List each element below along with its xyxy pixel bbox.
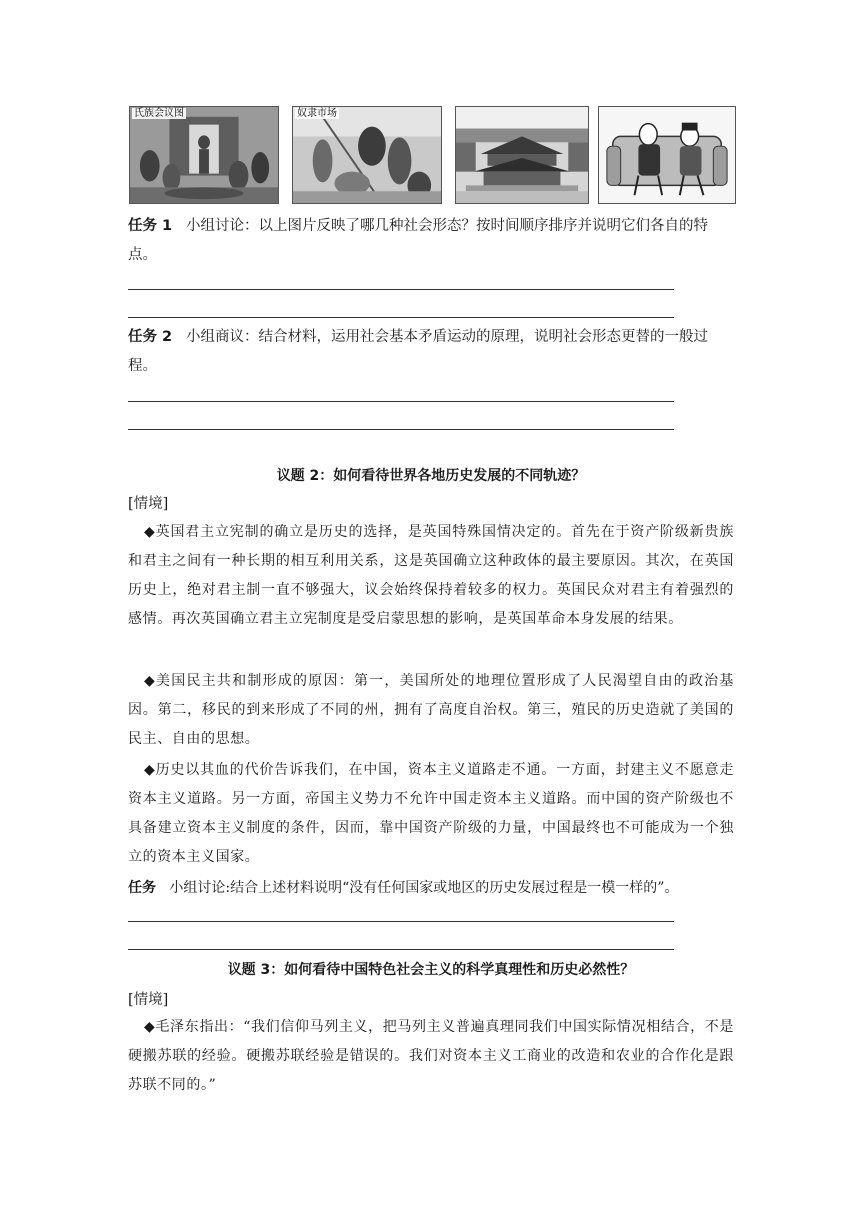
task-1-label: 任务 1 (128, 218, 173, 234)
answer-line (128, 921, 674, 922)
forbidden-city-photo-icon (456, 107, 588, 203)
topic-2-heading: 议题 2：如何看待世界各地历史发展的不同轨迹？ (276, 468, 586, 484)
picture-capitalist-cartoon (598, 106, 736, 204)
slave-market-engraving-icon (293, 107, 441, 203)
task-1-text: 小组讨论：以上图片反映了哪几种社会形态？按时间顺序排序并说明它们各自的特点。 (128, 218, 708, 263)
picture-caption: 氏族会议图 (134, 108, 184, 119)
task-2-label: 任务 2 (128, 329, 173, 345)
topic-2-task-label: 任务 (128, 880, 156, 896)
topic-2-task (128, 874, 734, 903)
answer-line (128, 429, 674, 430)
topic-3-heading: 议题 3：如何看待中国特色社会主义的科学真理性和历史必然性？ (227, 962, 635, 978)
context-paragraph: ◆美国民主共和制形成的原因：第一，美国所处的地理位置形成了人民渴望自由的政治基因。第二，移民的到来形成了不同的州，拥有了高度自治权。第三，殖民的历史造就了美国的民主、自由的思想。 (128, 673, 734, 747)
task-1 (128, 212, 734, 270)
context-paragraph: ◆英国君主立宪制的确立是历史的选择，是英国特殊国情决定的。首先在于资产阶级新贵族和君主之间有一种长期的相互利用关系，这是英国确立这种政体的最主要原因。其次，在英国历史上，绝对君主制一直不够强大，议会始终保持着较多的权力。英国民众对君主有着强烈的感情。再次英国确立君主立宪制度是受启蒙思想的影响，是英国革命本身发展的结果。 (128, 524, 734, 627)
topic-2-task-text: 小组讨论:结合上述材料说明“没有任何国家或地区的历史发展过程是一模一样的”。 (169, 880, 679, 896)
context-label: [情境] (128, 496, 169, 512)
picture-forbidden-city (455, 106, 589, 204)
answer-line (128, 949, 674, 950)
picture-caption: 奴隶市场 (297, 108, 337, 119)
answer-line (128, 289, 674, 290)
tribal-council-engraving-icon (130, 107, 278, 203)
task-2-text: 小组商议：结合材料，运用社会基本矛盾运动的原理，说明社会形态更替的一般过程。 (128, 329, 708, 374)
context-paragraph: ◆历史以其血的代价告诉我们，在中国，资本主义道路走不通。一方面，封建主义不愿意走资本主义道路。另一方面，帝国主义势力不允许中国走资本主义道路。而中国的资产阶级也不具备建立资本主义制度的条件，因而，靠中国资产阶级的力量，中国最终也不可能成为一个独立的资本主义国家。 (128, 762, 734, 865)
picture-tribal-council (129, 106, 279, 204)
picture-slave-market (292, 106, 442, 204)
task-2 (128, 323, 734, 381)
answer-line (128, 317, 674, 318)
capitalist-cartoon-icon (599, 107, 735, 203)
answer-line (128, 401, 674, 402)
context-paragraph: ◆毛泽东指出：“我们信仰马列主义，把马列主义普遍真理同我们中国实际情况相结合，不是硬搬苏联的经验。硬搬苏联经验是错误的。我们对资本主义工商业的改造和农业的合作化是跟苏联不同的。” (128, 1019, 734, 1093)
context-label: [情境] (128, 992, 169, 1008)
